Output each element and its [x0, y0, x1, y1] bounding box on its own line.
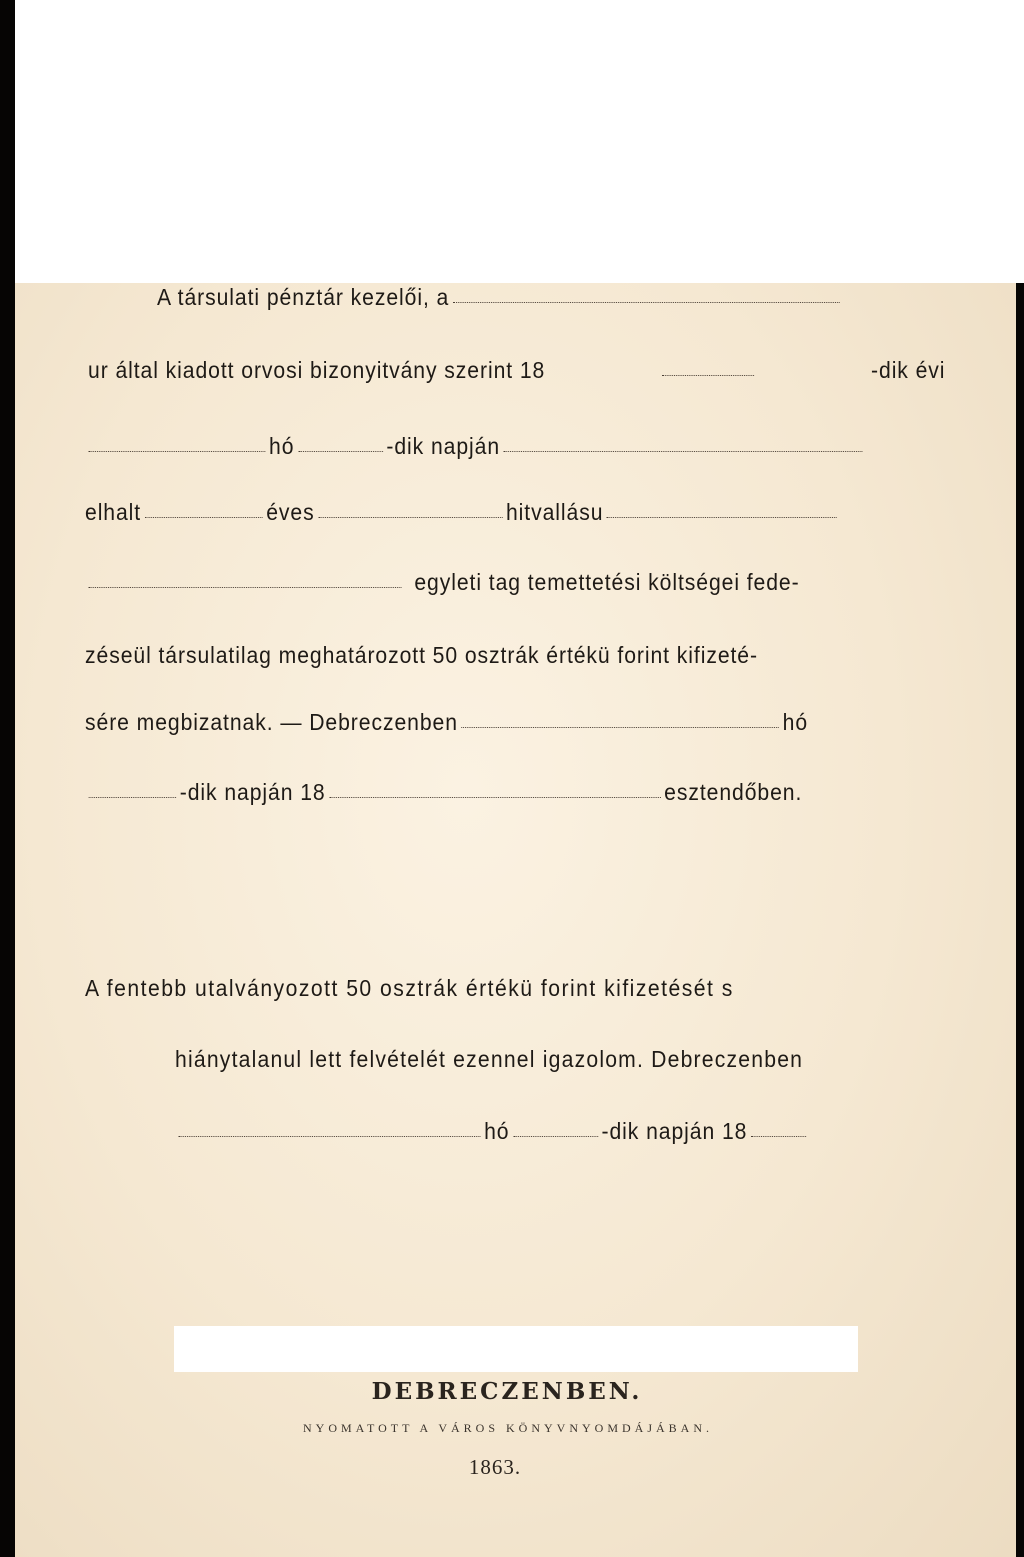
form-text: hitvallásu — [505, 499, 604, 525]
blank-field — [607, 517, 837, 518]
form-line-8 — [85, 777, 950, 807]
blank-field — [89, 451, 266, 452]
blank-field — [89, 797, 176, 798]
blank-field — [504, 451, 863, 452]
blank-field — [329, 797, 660, 798]
form-text: A társulati pénztár kezelői, a — [157, 284, 450, 310]
receipt-line-2 — [175, 1044, 948, 1074]
redaction-box — [174, 1326, 858, 1372]
blank-field — [751, 1136, 806, 1137]
form-text: -dik napján — [386, 433, 501, 459]
form-line-3 — [85, 431, 950, 461]
form-text: elhalt — [85, 499, 142, 525]
receipt-text: hó — [484, 1118, 510, 1144]
blank-field — [89, 587, 402, 588]
receipt-text: A fentebb utalványozott 50 osztrák értékü forint kifizetését s — [85, 975, 734, 1001]
printer-city: DEBRECZENBEN. — [371, 1378, 643, 1405]
form-line-5 — [85, 567, 950, 597]
form-text: -dik napján 18 — [179, 779, 326, 805]
blank-field — [318, 517, 502, 518]
receipt-line-3 — [175, 1116, 948, 1146]
blank-field — [513, 1136, 598, 1137]
form-line-4 — [85, 497, 950, 527]
form-text: éves — [266, 499, 315, 525]
form-text: ur által kiadott orvosi bizonyitvány szerint 18 — [88, 357, 546, 383]
form-line-6 — [85, 640, 950, 670]
form-text: egyleti tag temettetési költségei fede- — [414, 569, 800, 595]
blank-field — [453, 302, 839, 303]
scan-border-right — [1016, 283, 1024, 1557]
blank-field — [298, 451, 383, 452]
form-line-2 — [88, 355, 945, 385]
form-text: sére megbizatnak. — Debreczenben — [85, 709, 458, 735]
form-text: zéseül társulatilag meghatározott 50 osztrák értékü forint kifizeté- — [85, 642, 758, 668]
blank-field — [145, 517, 263, 518]
form-line-1 — [157, 282, 948, 312]
blank-field — [662, 375, 754, 376]
form-line-7 — [85, 707, 950, 737]
blank-field — [462, 727, 779, 728]
receipt-text: -dik napján 18 — [601, 1118, 748, 1144]
printer-imprint: NYOMATOTT A VÁROS KÖNYVNYOMDÁJÁBAN. — [302, 1421, 714, 1435]
receipt-text: hiánytalanul lett felvételét ezennel igazolom. Debreczenben — [175, 1046, 804, 1072]
form-text: hó — [782, 709, 809, 735]
form-text: -dik évi — [871, 357, 946, 383]
printer-year: 1863. — [468, 1455, 522, 1479]
form-text: hó — [269, 433, 295, 459]
form-text: esztendőben. — [664, 779, 803, 805]
receipt-line-1 — [85, 973, 950, 1003]
scan-border-left — [0, 0, 15, 1557]
blank-field — [179, 1136, 481, 1137]
